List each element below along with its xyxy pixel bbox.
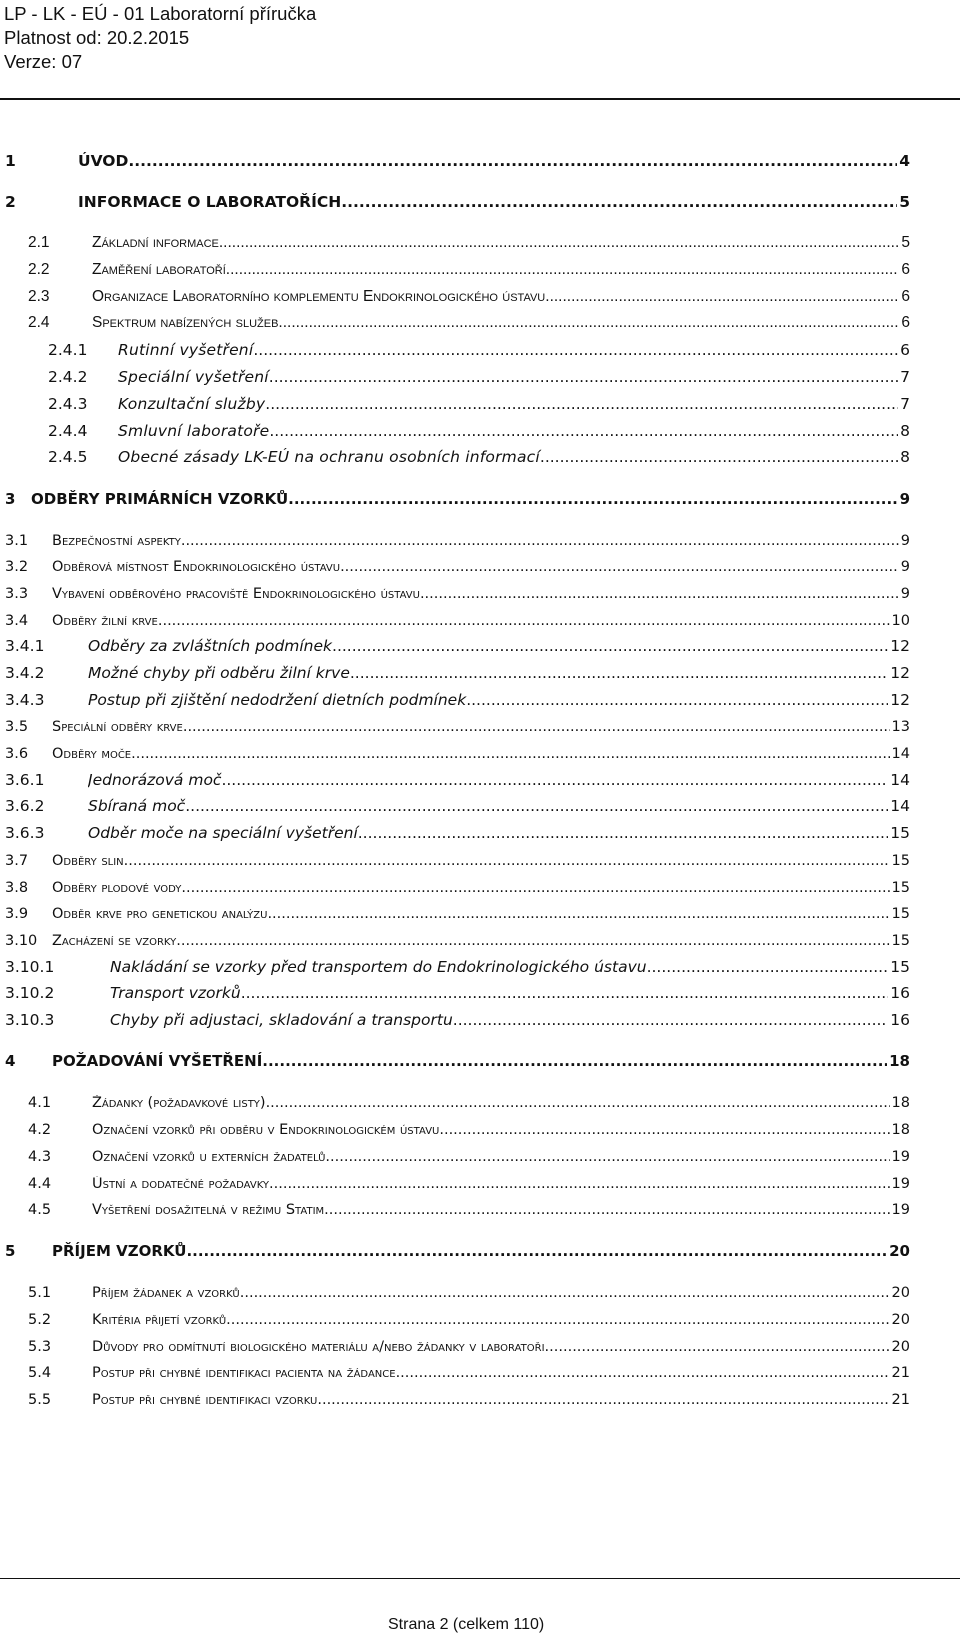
toc-entry-number: 3.4: [5, 613, 29, 629]
toc-entry[interactable]: [0, 308, 960, 334]
toc-leader-dots: [466, 691, 888, 709]
toc-entry-page: 9: [900, 586, 910, 602]
toc-entry-title: Odběr moče na speciální vyšetření: [88, 824, 358, 842]
toc-entry-page: 14: [891, 746, 910, 762]
toc-entry-number: 3: [5, 490, 16, 508]
toc-entry-page: 19: [891, 1202, 910, 1218]
toc-entry-page: 21: [891, 1392, 910, 1408]
toc-entry-title: Zacházení se vzorky: [52, 933, 177, 949]
toc-entry[interactable]: [0, 952, 960, 978]
toc-leader-dots: [332, 637, 888, 655]
toc-leader-dots: [453, 1011, 888, 1029]
toc-entry-page: 8: [900, 448, 910, 466]
toc-entry[interactable]: [0, 1005, 960, 1031]
toc-entry-page: 7: [900, 368, 910, 386]
toc-entry[interactable]: [0, 1194, 960, 1220]
toc-entry-number: 2.4.5: [48, 448, 88, 466]
toc-leader-dots: [181, 880, 889, 896]
toc-entry[interactable]: [0, 1236, 960, 1262]
toc-entry-title: Vybavení odběrového pracoviště Endokrinologického ústavu: [52, 586, 420, 602]
toc-entry[interactable]: [0, 1046, 960, 1072]
toc-leader-dots: [267, 906, 889, 922]
toc-entry-title: Chyby při adjustaci, skladování a transportu: [110, 1011, 453, 1029]
toc-entry-page: 6: [901, 314, 910, 331]
toc-entry-number: 3.10.1: [5, 958, 55, 976]
toc-entry-title: Smluvní laboratoře: [118, 422, 270, 440]
toc-leader-dots: [185, 797, 888, 815]
toc-entry[interactable]: [0, 872, 960, 898]
toc-entry-title: Bezpečnostní aspekty: [52, 533, 181, 549]
toc-leader-dots: [540, 448, 898, 466]
toc-entry-number: 2.4.2: [48, 368, 88, 386]
toc-entry-page: 9: [899, 490, 910, 508]
toc-entry-page: 10: [891, 613, 910, 629]
page-number-label: Strana 2 (celkem 110): [388, 1616, 545, 1633]
toc-leader-dots: [186, 1242, 887, 1260]
toc-entry-title: Důvody pro odmítnutí biologického materiálu a/nebo žádanky v laboratoři: [92, 1339, 545, 1355]
toc-entry-number: 4: [5, 1052, 16, 1070]
toc-entry-number: 2: [5, 193, 16, 211]
toc-leader-dots: [358, 824, 889, 842]
toc-leader-dots: [269, 368, 898, 386]
toc-entry[interactable]: [0, 416, 960, 442]
toc-entry[interactable]: [0, 898, 960, 924]
toc-entry-number: 4.1: [28, 1095, 52, 1111]
toc-entry[interactable]: [0, 658, 960, 684]
toc-leader-dots: [396, 1365, 890, 1381]
toc-entry-number: 3.9: [5, 906, 29, 922]
toc-leader-dots: [269, 422, 898, 440]
toc-entry-page: 15: [891, 853, 910, 869]
toc-entry[interactable]: [0, 978, 960, 1004]
toc-entry-title: Nakládání se vzorky před transportem do Endokrinologického ústavu: [110, 958, 647, 976]
toc-leader-dots: [324, 1202, 889, 1218]
toc-entry[interactable]: [0, 578, 960, 604]
toc-entry-title: Odběry žilní krve: [52, 613, 158, 629]
toc-leader-dots: [221, 771, 888, 789]
toc-entry-page: 15: [890, 824, 910, 842]
toc-entry-title: Transport vzorků: [110, 984, 241, 1002]
toc-entry-number: 3.10.2: [5, 984, 55, 1002]
toc-entry-title: Odběry moče: [52, 746, 132, 762]
toc-leader-dots: [439, 1122, 889, 1138]
toc-entry[interactable]: [0, 1304, 960, 1330]
toc-entry[interactable]: [0, 1087, 960, 1113]
toc-entry[interactable]: [0, 791, 960, 817]
toc-leader-dots: [262, 1052, 887, 1070]
toc-entry-number: 3.3: [5, 586, 29, 602]
toc-entry-number: 5.3: [28, 1339, 52, 1355]
toc-entry-number: 3.6.2: [5, 797, 45, 815]
toc-entry-title: Odběry za zvláštních podmínek: [88, 637, 333, 655]
toc-entry-number: 2.3: [28, 288, 50, 305]
toc-entry-number: 2.4: [28, 314, 50, 331]
toc-leader-dots: [340, 559, 899, 575]
toc-entry[interactable]: [0, 282, 960, 308]
toc-entry-number: 4.4: [28, 1176, 52, 1192]
toc-leader-dots: [226, 1312, 889, 1328]
toc-entry[interactable]: [0, 228, 960, 254]
toc-entry-title: Možné chyby při odběru žilní krve: [88, 664, 350, 682]
toc-entry-page: 8: [900, 422, 910, 440]
toc-leader-dots: [176, 933, 889, 949]
header-title: LP - LK - EÚ - 01 Laboratorní příručka: [4, 3, 317, 24]
toc-entry-title: Zaměření laboratoří: [92, 261, 226, 278]
toc-entry-title: Jednorázová moč: [88, 771, 222, 789]
toc-leader-dots: [226, 261, 900, 279]
toc-entry[interactable]: [0, 711, 960, 737]
toc-entry[interactable]: [0, 389, 960, 415]
toc-entry[interactable]: [0, 146, 960, 172]
toc-leader-dots: [317, 1392, 889, 1408]
toc-entry[interactable]: [0, 1384, 960, 1410]
toc-entry-number: 2.4.4: [48, 422, 88, 440]
toc-entry[interactable]: [0, 685, 960, 711]
toc-leader-dots: [288, 490, 897, 508]
toc-entry-number: 3.10: [5, 933, 38, 949]
toc-entry-number: 3.1: [5, 533, 29, 549]
toc-entry-number: 4.5: [28, 1202, 52, 1218]
toc-entry-page: 20: [891, 1312, 910, 1328]
toc-entry-title: Obecné zásady LK-EÚ na ochranu osobních informací: [118, 448, 540, 466]
toc-entry-number: 2.4.1: [48, 341, 88, 359]
toc-leader-dots: [545, 1339, 890, 1355]
footer-divider: [0, 1578, 960, 1579]
toc-entry-page: 18: [891, 1122, 910, 1138]
toc-entry-page: 6: [901, 288, 910, 305]
toc-entry-number: 5.5: [28, 1392, 52, 1408]
toc-entry[interactable]: [0, 551, 960, 577]
toc-entry-number: 1: [5, 152, 16, 170]
toc-entry-page: 19: [891, 1176, 910, 1192]
toc-entry-page: 12: [890, 664, 910, 682]
toc-entry-page: 9: [900, 533, 910, 549]
toc-entry[interactable]: [0, 335, 960, 361]
toc-entry[interactable]: [0, 738, 960, 764]
toc-entry[interactable]: [0, 631, 960, 657]
toc-entry-title: Odběry slin: [52, 853, 124, 869]
toc-leader-dots: [124, 853, 890, 869]
toc-entry-title: Příjem žádanek a vzorků: [92, 1285, 240, 1301]
toc-entry-title: Vyšetření dosažitelná v režimu Statim: [92, 1202, 325, 1218]
toc-entry[interactable]: [0, 925, 960, 951]
toc-entry[interactable]: [0, 845, 960, 871]
toc-entry-title: ÚVOD: [78, 152, 129, 170]
toc-entry-number: 3.10.3: [5, 1011, 55, 1029]
toc-entry-number: 5.2: [28, 1312, 52, 1328]
toc-entry-page: 5: [899, 193, 910, 211]
toc-entry-page: 19: [891, 1149, 910, 1165]
toc-entry-number: 2.4.3: [48, 395, 88, 413]
toc-entry-number: 5: [5, 1242, 16, 1260]
toc-entry-page: 20: [891, 1285, 910, 1301]
toc-entry-title: Označení vzorků u externích žadatelů: [92, 1149, 326, 1165]
toc-entry[interactable]: [0, 605, 960, 631]
toc-entry-number: 3.8: [5, 880, 29, 896]
toc-entry[interactable]: [0, 484, 960, 510]
toc-entry-page: 15: [891, 933, 910, 949]
toc-entry[interactable]: [0, 1168, 960, 1194]
toc-leader-dots: [183, 719, 890, 735]
toc-entry-title: Postup při chybné identifikaci pacienta na žádance: [92, 1365, 396, 1381]
header-version: Verze: 07: [4, 51, 83, 72]
toc-entry-number: 3.6.1: [5, 771, 45, 789]
toc-entry-title: Kritéria přijetí vzorků: [92, 1312, 227, 1328]
toc-leader-dots: [278, 314, 899, 332]
toc-entry-title: Označení vzorků při odběru v Endokrinologickém ústavu: [92, 1122, 440, 1138]
toc-leader-dots: [253, 341, 898, 359]
toc-entry-title: Ústní a dodatečné požadavky: [92, 1176, 270, 1192]
toc-entry-page: 18: [891, 1095, 910, 1111]
toc-entry-number: 3.4.3: [5, 691, 45, 709]
toc-entry-page: 16: [890, 1011, 910, 1029]
header-validity: Platnost od: 20.2.2015: [4, 27, 190, 48]
toc-entry-number: 5.4: [28, 1365, 52, 1381]
toc-entry-page: 20: [891, 1339, 910, 1355]
toc-leader-dots: [325, 1149, 889, 1165]
toc-entry-page: 15: [890, 958, 910, 976]
toc-entry-number: 3.2: [5, 559, 29, 575]
toc-entry-page: 16: [890, 984, 910, 1002]
toc-entry-number: 3.5: [5, 719, 29, 735]
toc-entry-title: PŘÍJEM VZORKŮ: [52, 1242, 187, 1260]
toc-entry-page: 14: [890, 771, 910, 789]
toc-entry-page: 6: [901, 261, 910, 278]
toc-entry[interactable]: [0, 1114, 960, 1140]
toc-entry-title: Základní informace: [92, 234, 219, 251]
toc-entry[interactable]: [0, 362, 960, 388]
toc-entry[interactable]: [0, 442, 960, 468]
toc-entry-page: 20: [889, 1242, 910, 1260]
toc-entry-title: Konzultační služby: [118, 395, 266, 413]
toc-entry-number: 3.4.1: [5, 637, 45, 655]
toc-entry-number: 2.2: [28, 261, 50, 278]
toc-leader-dots: [158, 613, 890, 629]
toc-entry[interactable]: [0, 1357, 960, 1383]
toc-entry-title: Odběr krve pro genetickou analýzu: [52, 906, 268, 922]
toc-entry[interactable]: [0, 1277, 960, 1303]
toc-entry-page: 21: [891, 1365, 910, 1381]
toc-entry-page: 4: [899, 152, 910, 170]
toc-entry[interactable]: [0, 1141, 960, 1167]
toc-entry-title: Odběry plodové vody: [52, 880, 182, 896]
toc-entry-number: 4.2: [28, 1122, 52, 1138]
toc-leader-dots: [341, 193, 897, 211]
toc-entry-page: 7: [900, 395, 910, 413]
toc-entry-number: 3.6.3: [5, 824, 45, 842]
toc-leader-dots: [545, 288, 899, 306]
toc-leader-dots: [265, 395, 898, 413]
toc-leader-dots: [350, 664, 888, 682]
toc-entry-title: Sbíraná moč: [88, 797, 186, 815]
toc-entry-number: 3.7: [5, 853, 29, 869]
toc-entry-title: Speciální vyšetření: [118, 368, 269, 386]
toc-entry[interactable]: [0, 818, 960, 844]
toc-leader-dots: [131, 746, 889, 762]
toc-leader-dots: [241, 984, 889, 1002]
toc-entry-page: 6: [900, 341, 910, 359]
toc-leader-dots: [219, 234, 900, 252]
toc-entry-page: 14: [890, 797, 910, 815]
toc-entry-title: POŽADOVÁNÍ VYŠETŘENÍ: [52, 1052, 263, 1070]
toc-entry-number: 2.1: [28, 234, 50, 251]
toc-entry[interactable]: [0, 525, 960, 551]
toc-entry-title: Odběrová místnost Endokrinologického ústavu: [52, 559, 341, 575]
toc-entry-title: Rutinní vyšetření: [118, 341, 254, 359]
toc-entry-title: Speciální odběry krve: [52, 719, 183, 735]
toc-leader-dots: [240, 1285, 890, 1301]
toc-leader-dots: [647, 958, 889, 976]
toc-entry-title: Spektrum nabízených služeb: [92, 314, 279, 331]
toc-entry-number: 5.1: [28, 1285, 52, 1301]
toc-entry-number: 3.4.2: [5, 664, 45, 682]
toc-entry[interactable]: [0, 187, 960, 213]
toc-entry-title: Postup při zjištění nedodržení dietních podmínek: [88, 691, 467, 709]
toc-entry-page: 12: [890, 637, 910, 655]
toc-entry-title: Postup při chybné identifikaci vzorku: [92, 1392, 318, 1408]
toc-leader-dots: [181, 533, 899, 549]
toc-entry-title: ODBĚRY PRIMÁRNÍCH VZORKŮ: [31, 490, 289, 508]
toc-leader-dots: [128, 152, 897, 170]
toc-leader-dots: [266, 1095, 890, 1111]
toc-entry-number: 3.6: [5, 746, 29, 762]
toc-entry-title: INFORMACE O LABORATOŘÍCH: [78, 193, 342, 211]
toc-entry-page: 15: [891, 906, 910, 922]
toc-entry-number: 4.3: [28, 1149, 52, 1165]
toc-entry-page: 13: [891, 719, 910, 735]
toc-leader-dots: [269, 1176, 890, 1192]
toc-entry[interactable]: [0, 1331, 960, 1357]
toc-entry[interactable]: [0, 255, 960, 281]
toc-entry-title: Žádanky (požadavkové listy): [92, 1095, 266, 1111]
toc-leader-dots: [420, 586, 899, 602]
toc-entry-page: 9: [900, 559, 910, 575]
toc-entry-page: 18: [889, 1052, 910, 1070]
toc-entry-page: 15: [891, 880, 910, 896]
toc-entry-page: 5: [901, 234, 910, 251]
toc-entry-page: 12: [890, 691, 910, 709]
toc-entry-title: Organizace Laboratorního komplementu Endokrinologického ústavu: [92, 288, 546, 305]
toc-entry[interactable]: [0, 765, 960, 791]
